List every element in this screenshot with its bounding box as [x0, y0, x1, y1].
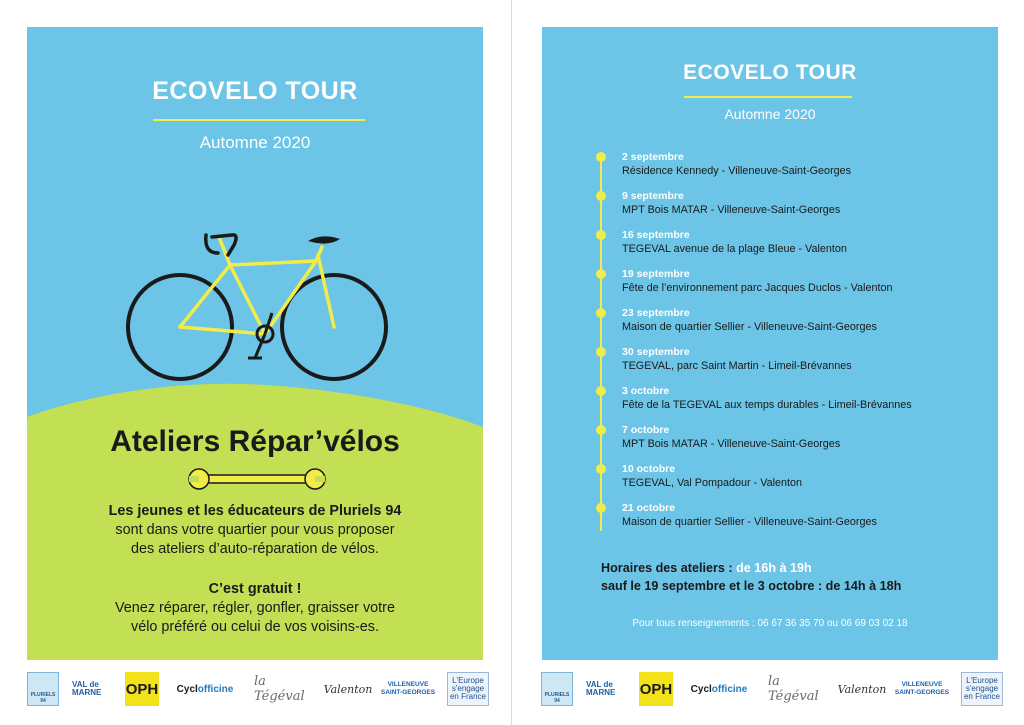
event-date: 19 septembre — [622, 268, 690, 280]
wrench-icon — [187, 467, 327, 491]
page-title: ECOVELO TOUR — [152, 77, 358, 105]
event-date: 23 septembre — [622, 307, 690, 319]
flyer-front-panel — [27, 27, 483, 660]
timeline-dot — [596, 464, 606, 474]
schedule-event — [594, 190, 974, 228]
val-de-marne-logo: VAL de MARNE — [586, 680, 616, 697]
tegeval-logo: la Tégéval — [768, 674, 819, 704]
schedule-event — [594, 424, 974, 462]
timeline-dot — [596, 230, 606, 240]
timeline-dot — [596, 191, 606, 201]
timeline-dot — [596, 308, 606, 318]
oph-logo: OPH — [124, 668, 160, 710]
event-place: Fête de l’environnement parc Jacques Duclos - Valenton — [622, 282, 893, 294]
schedule-event — [594, 268, 974, 306]
schedule-event — [594, 307, 974, 345]
event-place: Fête de la TEGEVAL aux temps durables - Limeil-Brévannes — [622, 399, 912, 411]
oph-logo: OPH — [638, 668, 674, 710]
workshop-heading: Ateliers Répar’vélos — [110, 425, 400, 458]
event-date: 9 septembre — [622, 190, 684, 202]
timeline-dot — [596, 503, 606, 513]
pluriels-logo: PLURIELS 94 — [26, 668, 60, 710]
event-place: TEGEVAL, parc Saint Martin - Limeil-Brévannes — [622, 360, 852, 372]
event-place: TEGEVAL avenue de la plage Bleue - Valenton — [622, 243, 847, 255]
flyer-schedule-panel — [542, 27, 998, 660]
free-line: vélo préféré ou celui de vos voisins-es. — [131, 619, 379, 635]
timeline-dot — [596, 269, 606, 279]
workshop-hours — [601, 561, 812, 575]
cyclofficine-logo: Cyclofficine — [690, 683, 748, 695]
intro-paragraph — [41, 502, 469, 559]
flyer-schedule-page — [512, 0, 1024, 725]
intro-bold-line: Les jeunes et les éducateurs de Pluriels 94 — [108, 503, 402, 519]
cyclofficine-logo: Cyclofficine — [176, 683, 234, 695]
contact-info: Pour tous renseignements : 06 67 36 35 70 ou 06 69 03 02 18 — [632, 618, 908, 629]
intro-line: des ateliers d’auto-réparation de vélos. — [131, 541, 379, 557]
schedule-event — [594, 463, 974, 501]
free-paragraph — [41, 580, 469, 637]
intro-line: sont dans votre quartier pour vous proposer — [115, 522, 395, 538]
title-underline — [153, 119, 365, 121]
event-place: MPT Bois MATAR - Villeneuve-Saint-Georges — [622, 438, 841, 450]
page-title: ECOVELO TOUR — [683, 61, 857, 84]
timeline-dot — [596, 152, 606, 162]
timeline-dot — [596, 386, 606, 396]
event-date: 16 septembre — [622, 229, 690, 241]
hours-label: Horaires des ateliers : — [601, 561, 733, 575]
europe-logo: L'Europe s'engage en France — [446, 668, 490, 710]
schedule-event — [594, 229, 974, 267]
timeline-dot — [596, 425, 606, 435]
event-place: Résidence Kennedy - Villeneuve-Saint-Georges — [622, 165, 852, 177]
event-date: 2 septembre — [622, 151, 684, 163]
free-line: Venez réparer, régler, gonfler, graisser votre — [115, 600, 395, 616]
title-underline — [684, 96, 852, 98]
event-place: Maison de quartier Sellier - Villeneuve-Saint-Georges — [622, 516, 877, 528]
event-place: Maison de quartier Sellier - Villeneuve-Saint-Georges — [622, 321, 877, 333]
partner-logos — [26, 668, 488, 710]
europe-logo: L'Europe s'engage en France — [960, 668, 1004, 710]
event-date: 21 octobre — [622, 502, 676, 514]
free-bold-line: C’est gratuit ! — [208, 581, 302, 597]
schedule-event — [594, 385, 974, 423]
timeline-dot — [596, 347, 606, 357]
hours-value: de 16h à 19h — [736, 561, 812, 575]
event-place: TEGEVAL, Val Pompadour - Valenton — [622, 477, 803, 489]
partner-logos — [540, 668, 1002, 710]
event-date: 7 octobre — [622, 424, 670, 436]
pluriels-logo: PLURIELS 94 — [540, 668, 574, 710]
event-place: MPT Bois MATAR - Villeneuve-Saint-Georges — [622, 204, 841, 216]
schedule-event — [594, 346, 974, 384]
page-subtitle: Automne 2020 — [199, 133, 311, 152]
schedule-event — [594, 151, 974, 189]
valenton-logo: Valenton — [837, 682, 887, 696]
valenton-logo: Valenton — [323, 682, 373, 696]
event-date: 30 septembre — [622, 346, 690, 358]
page-subtitle: Automne 2020 — [724, 106, 816, 122]
tegeval-logo: la Tégéval — [254, 674, 305, 704]
val-de-marne-logo: VAL de MARNE — [72, 680, 102, 697]
villeneuve-logo: VILLENEUVE SAINT-GEORGES — [380, 681, 436, 696]
bicycle-icon — [122, 217, 392, 417]
hours-exception: sauf le 19 septembre et le 3 octobre : de 14h à 18h — [601, 579, 902, 593]
schedule-event — [594, 502, 974, 540]
event-date: 10 octobre — [622, 463, 676, 475]
event-date: 3 octobre — [622, 385, 670, 397]
villeneuve-logo: VILLENEUVE SAINT-GEORGES — [894, 681, 950, 696]
